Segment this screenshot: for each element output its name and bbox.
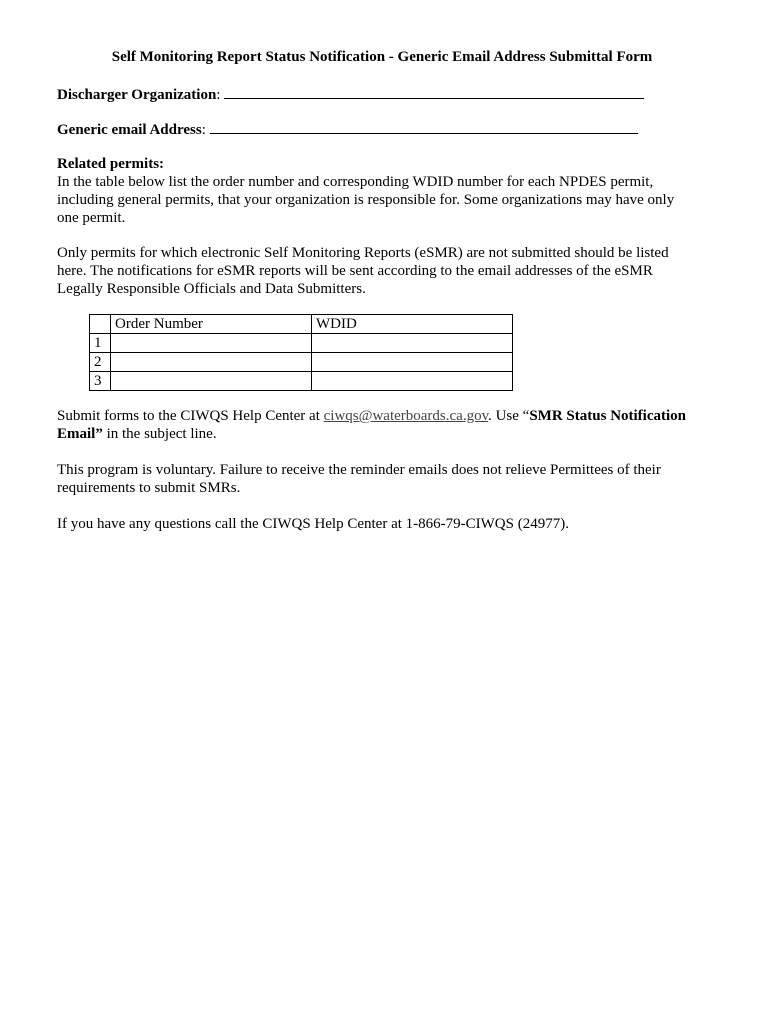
submit-text-after: in the subject line. [102, 426, 217, 442]
table-header-order-number: Order Number [111, 315, 312, 334]
generic-email-label: Generic email Address [57, 122, 202, 138]
subject-line-text: SMR Status Notification Email” [57, 408, 687, 442]
form-title: Self Monitoring Report Status Notification - Generic Email Address Submittal Form [111, 49, 653, 65]
table-row [90, 372, 513, 391]
related-permits-instructions: In the table below list the order number and corresponding WDID number for each NPDES permit, including general permits, that your organization is responsible for. Some organizations may have only one permit. [57, 174, 675, 226]
questions-contact: If you have any questions call the CIWQS Help Center at 1-866-79-CIWQS (24977). [57, 516, 569, 532]
wdid-cell[interactable] [312, 334, 513, 353]
table-header-index [90, 315, 111, 334]
discharger-organization-field[interactable] [224, 84, 644, 99]
wdid-cell[interactable] [312, 372, 513, 391]
generic-email-row [57, 119, 638, 139]
submit-text-before: Submit forms to the CIWQS Help Center at [57, 408, 324, 424]
order-number-cell[interactable] [111, 334, 312, 353]
related-permits-heading: Related permits: [57, 156, 165, 172]
voluntary-notice: This program is voluntary. Failure to receive the reminder emails does not relieve Permittees of their requirements to submit SMRs. [57, 462, 661, 496]
order-number-cell[interactable] [111, 353, 312, 372]
row-number: 1 [90, 334, 111, 353]
email-colon: : [201, 122, 206, 138]
order-number-cell[interactable] [111, 372, 312, 391]
esmr-note: Only permits for which electronic Self Monitoring Reports (eSMR) are not submitted should be listed here. The notifications for eSMR reports will be sent according to the email addresses of the eSMR Legally Responsible Officials and Data Submitters. [57, 245, 669, 297]
row-number: 2 [90, 353, 111, 372]
submit-instructions [57, 407, 707, 443]
generic-email-field[interactable] [210, 119, 638, 134]
discharger-colon: : [216, 87, 221, 103]
row-number: 3 [90, 372, 111, 391]
table-row [90, 334, 513, 353]
discharger-organization-row [57, 84, 644, 104]
permits-table [89, 314, 513, 391]
discharger-organization-label: Discharger Organization [57, 87, 217, 103]
help-center-email-link[interactable]: ciwqs@waterboards.ca.gov [323, 408, 489, 424]
table-row [90, 353, 513, 372]
permits-table-header [90, 315, 513, 334]
wdid-cell[interactable] [312, 353, 513, 372]
submit-text-middle: . Use “ [488, 408, 530, 424]
table-header-wdid: WDID [312, 315, 513, 334]
